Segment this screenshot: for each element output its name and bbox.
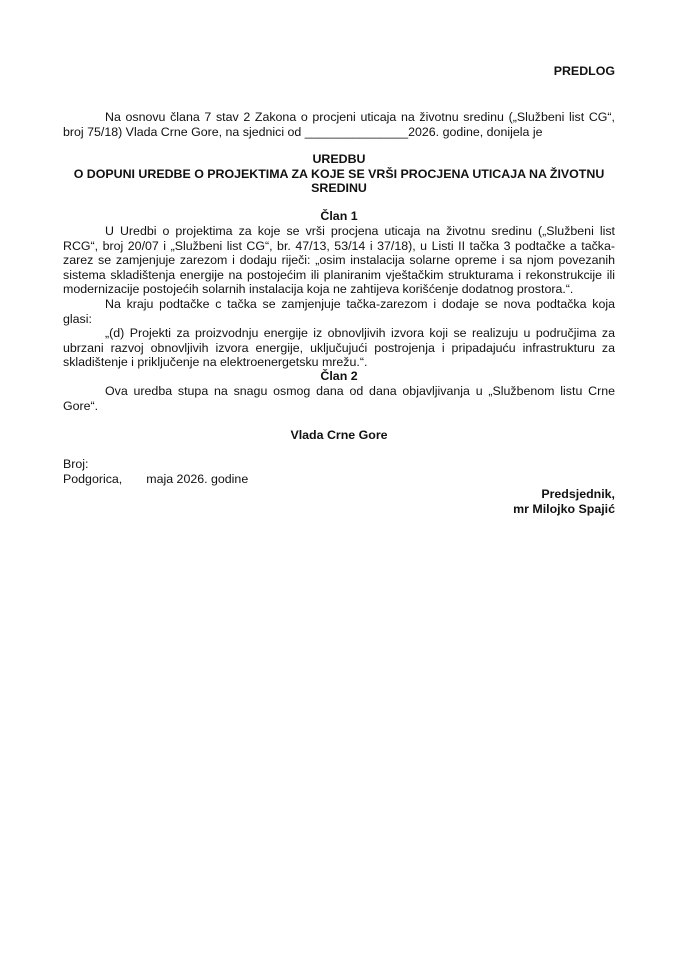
article2-paragraph-1: Ova uredba stupa na snagu osmog dana od dana objavljivanja u „Službenom listu Crne Gore“. (63, 384, 615, 413)
signatory-title: Predsjednik, (541, 487, 615, 501)
article2-heading: Član 2 (320, 369, 358, 383)
article1-heading: Član 1 (320, 209, 358, 223)
article1-paragraph-2: Na kraju podtačke c tačka se zamjenjuje tačka-zarezom i dodaje se nova podtačka koja glasi: (63, 296, 615, 326)
place-text: Podgorica, (63, 472, 123, 486)
article1-paragraph-3: „(d) Projekti za proizvodnju energije iz obnovljivih izvora koji se realizuju u područjima za ubrzani razvoj obnovljivih izvora energije, uključujući postrojenja i pripadajuću infrastrukturu za skladištenje i priključenje na elektroenergetsku mrežu.“. (63, 326, 615, 370)
preamble-text: Na osnovu člana 7 stav 2 Zakona o procjeni uticaja na životnu sredinu („Službeni list CG“, broj 75/18) Vlada Crne Gore, na sjednici od _______________2026. godine, donijela je (63, 110, 615, 139)
date-text: maja 2026. godine (146, 472, 249, 486)
place-date-line (63, 472, 248, 487)
decree-title-line1: UREDBU (312, 152, 366, 166)
decree-title (63, 152, 615, 196)
signatory-name: mr Milojko Spajić (513, 501, 615, 516)
document-number-label: Broj: (63, 457, 89, 471)
document-status-label: PREDLOG (553, 64, 615, 78)
article1-body (63, 224, 615, 370)
article1-paragraph-1: U Uredbi o projektima za koje se vrši procjena uticaja na životnu sredinu („Službeni list RCG“, broj 20/07 i „Službeni list CG“, br. 47/13, 53/14 i 37/18), u Listi II tačka 3 podtačke a tačka-zarez se zamjenjuje zarezom i dodaju riječi: „osim instalacija solarne opreme i sa njom povezanih sistema skladištenja energije na postojećim ili planiranim vještačkim strukturama i rekonstrukcije ili modernizacije postojećih solarnih instalacija koja ne zahtijeva korišćenje dodatnog prostora.“. (63, 224, 615, 297)
decree-title-line2: O DOPUNI UREDBE O PROJEKTIMA ZA KOJE SE VRŠI PROCJENA UTICAJA NA ŽIVOTNU SREDINU (73, 166, 605, 196)
signature-block (513, 487, 615, 516)
issuer-name: Vlada Crne Gore (290, 428, 388, 442)
